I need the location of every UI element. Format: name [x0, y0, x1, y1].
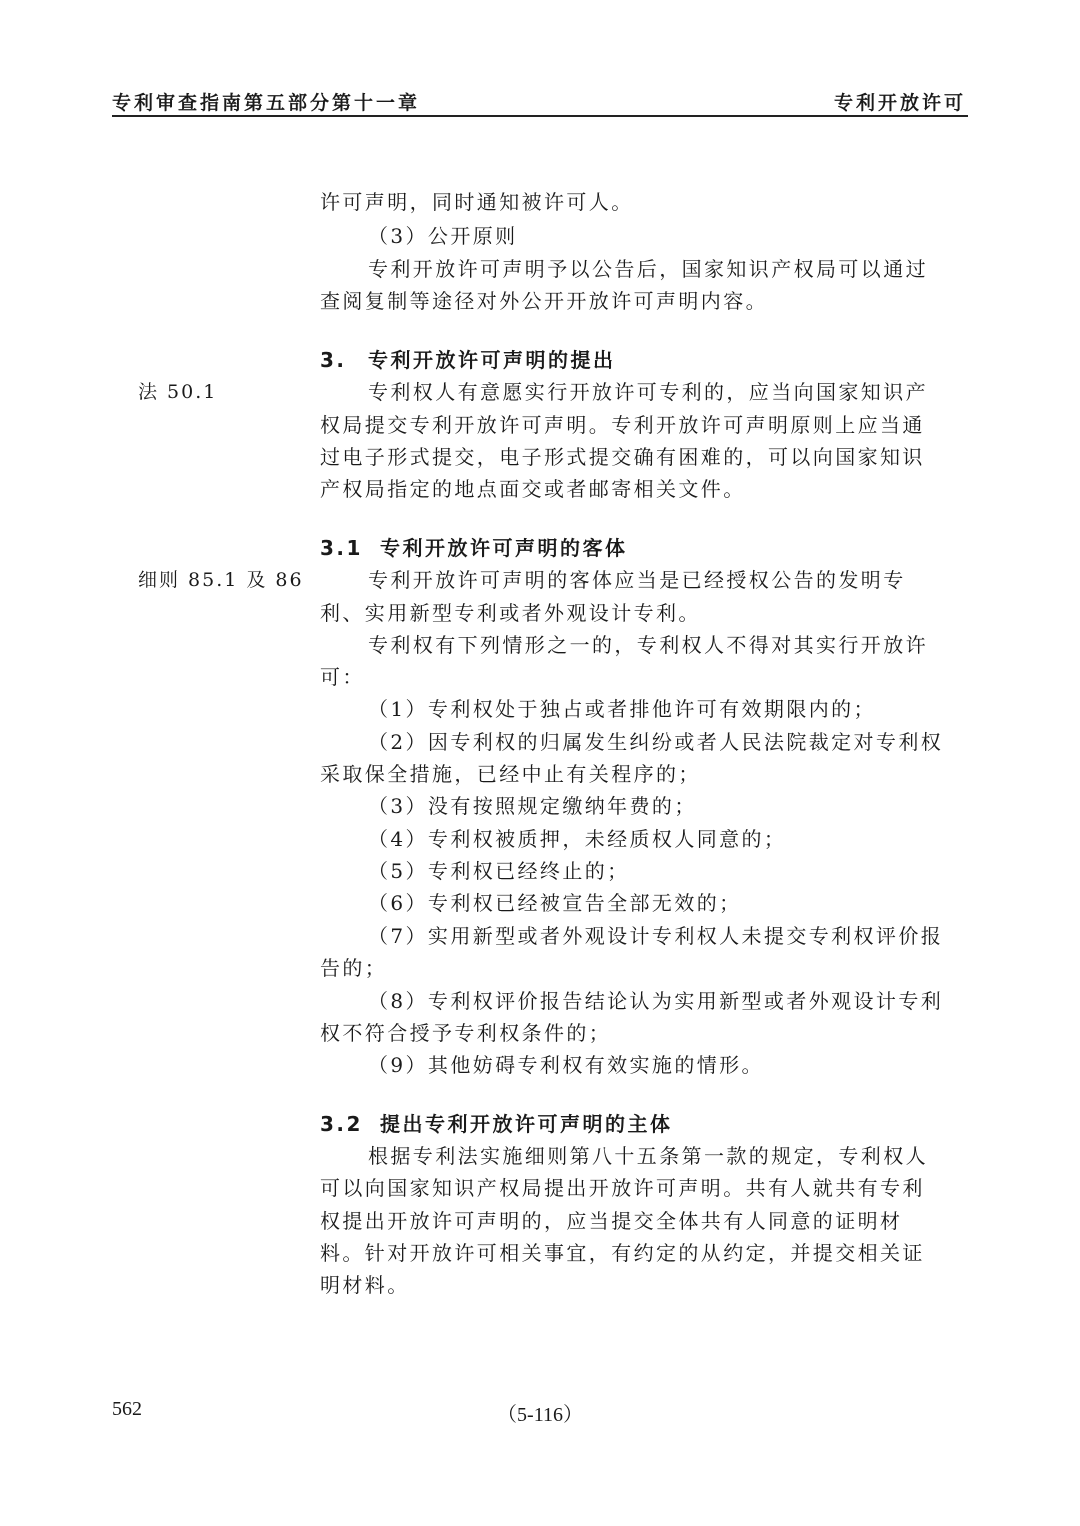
- paragraph-line: 根据专利法实施细则第八十五条第一款的规定，专利权人: [368, 1144, 928, 1168]
- running-header-title: 专利审查指南第五部分第十一章: [112, 92, 421, 114]
- paragraph-line: 权局提交专利开放许可声明。专利开放许可声明原则上应当通: [320, 413, 925, 437]
- paragraph-line: 利、实用新型专利或者外观设计专利。: [320, 601, 701, 625]
- list-heading: （3）公开原则: [368, 224, 518, 248]
- list-item: （1）专利权处于独占或者排他许可有效期限内的；: [368, 697, 876, 721]
- paragraph-line: 许可声明，同时通知被许可人。: [320, 190, 634, 214]
- section-number: 3.: [320, 348, 347, 372]
- margin-reference-rule: 细则 85.1 及 86: [138, 569, 304, 591]
- section-heading-3-1: [320, 532, 628, 561]
- list-item-continuation: 采取保全措施，已经中止有关程序的；: [320, 762, 701, 786]
- list-item: （4）专利权被质押，未经质权人同意的；: [368, 827, 787, 851]
- list-item: （6）专利权已经被宣告全部无效的；: [368, 891, 742, 915]
- page-number: 562: [112, 1398, 142, 1420]
- header-divider: [112, 115, 968, 117]
- section-heading-3-2: [320, 1108, 673, 1137]
- section-number: 3.1: [320, 536, 363, 560]
- list-item: （9）其他妨碍专利权有效实施的情形。: [368, 1053, 764, 1077]
- list-item: （3）没有按照规定缴纳年费的；: [368, 794, 697, 818]
- paragraph-line: 专利权人有意愿实行开放许可专利的，应当向国家知识产: [368, 380, 928, 404]
- list-item-continuation: 告的；: [320, 956, 388, 980]
- paragraph-line: 可以向国家知识产权局提出开放许可声明。共有人就共有专利: [320, 1176, 925, 1200]
- section-heading-3: [320, 344, 616, 373]
- section-title: 专利开放许可声明的客体: [380, 536, 628, 560]
- paragraph-line: 明材料。: [320, 1273, 410, 1297]
- list-item: （8）专利权评价报告结论认为实用新型或者外观设计专利: [368, 989, 944, 1013]
- section-page-number: （5-116）: [497, 1404, 583, 1426]
- paragraph-line: 料。针对开放许可相关事宜，有约定的从约定，并提交相关证: [320, 1241, 925, 1265]
- list-item: （5）专利权已经终止的；: [368, 859, 630, 883]
- section-title: 专利开放许可声明的提出: [368, 348, 616, 372]
- list-item-continuation: 权不符合授予专利权条件的；: [320, 1021, 612, 1045]
- paragraph-line: 可：: [320, 665, 365, 689]
- running-header-section: 专利开放许可: [833, 92, 966, 114]
- paragraph-line: 产权局指定的地点面交或者邮寄相关文件。: [320, 477, 746, 501]
- paragraph-line: 权提出开放许可声明的，应当提交全体共有人同意的证明材: [320, 1209, 903, 1233]
- paragraph-line: 专利开放许可声明的客体应当是已经授权公告的发明专: [368, 568, 906, 592]
- paragraph-line: 过电子形式提交，电子形式提交确有困难的，可以向国家知识: [320, 445, 925, 469]
- paragraph-line: 专利开放许可声明予以公告后，国家知识产权局可以通过: [368, 257, 928, 281]
- paragraph-line: 查阅复制等途径对外公开开放许可声明内容。: [320, 289, 768, 313]
- list-item: （2）因专利权的归属发生纠纷或者人民法院裁定对专利权: [368, 730, 944, 754]
- section-number: 3.2: [320, 1112, 363, 1136]
- paragraph-line: 专利权有下列情形之一的，专利权人不得对其实行开放许: [368, 633, 928, 657]
- section-title: 提出专利开放许可声明的主体: [380, 1112, 673, 1136]
- list-item: （7）实用新型或者外观设计专利权人未提交专利权评价报: [368, 924, 944, 948]
- margin-reference-law: 法 50.1: [138, 381, 218, 403]
